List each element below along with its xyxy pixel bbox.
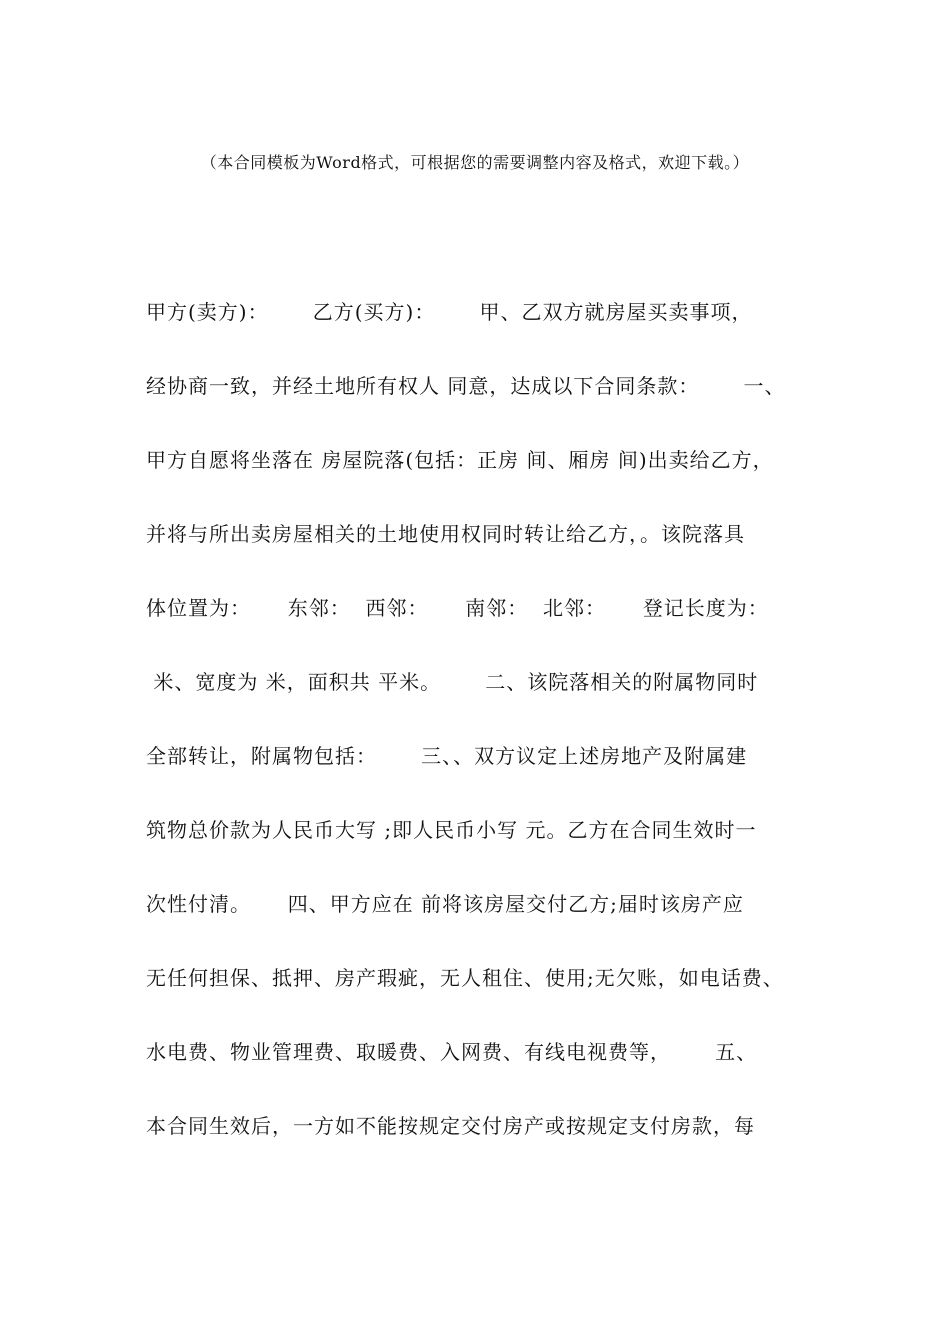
contract-line: 全部转让，附属物包括： 三、、双方议定上述房地产及附属建 <box>146 744 748 768</box>
contract-body <box>146 296 836 1184</box>
contract-line: 甲方自愿将坐落在 房屋院落(包括：正房 间、厢房 间)出卖给乙方， <box>146 448 774 472</box>
contract-line: 无任何担保、抵押、房产瑕疵，无人租住、使用;无欠账，如电话费、 <box>146 966 784 990</box>
contract-line: 米、宽度为 米，面积共 平米。 二、该院落相关的附属物同时 <box>146 670 759 694</box>
contract-line: 筑物总价款为人民币大写 ;即人民币小写 元。乙方在合同生效时一 <box>146 818 757 842</box>
contract-line: 经协商一致，并经土地所有权人 同意，达成以下合同条款： 一、 <box>146 374 786 398</box>
template-note: （本合同模板为Word格式，可根据您的需要调整内容及格式，欢迎下载。） <box>200 153 750 172</box>
contract-line: 并将与所出卖房屋相关的土地使用权同时转让给乙方，。该院落具 <box>146 522 745 546</box>
contract-line: 次性付清。 四、甲方应在 前将该房屋交付乙方;届时该房产应 <box>146 892 744 916</box>
contract-line: 甲方(卖方)： 乙方(买方)： 甲、乙双方就房屋买卖事项， <box>146 300 753 324</box>
contract-line: 水电费、物业管理费、取暖费、入网费、有线电视费等， 五、 <box>146 1040 758 1064</box>
contract-line: 本合同生效后，一方如不能按规定交付房产或按规定支付房款，每 <box>146 1114 755 1138</box>
contract-line: 体位置为： 东邻： 西邻： 南邻： 北邻： 登记长度为： <box>146 596 769 620</box>
